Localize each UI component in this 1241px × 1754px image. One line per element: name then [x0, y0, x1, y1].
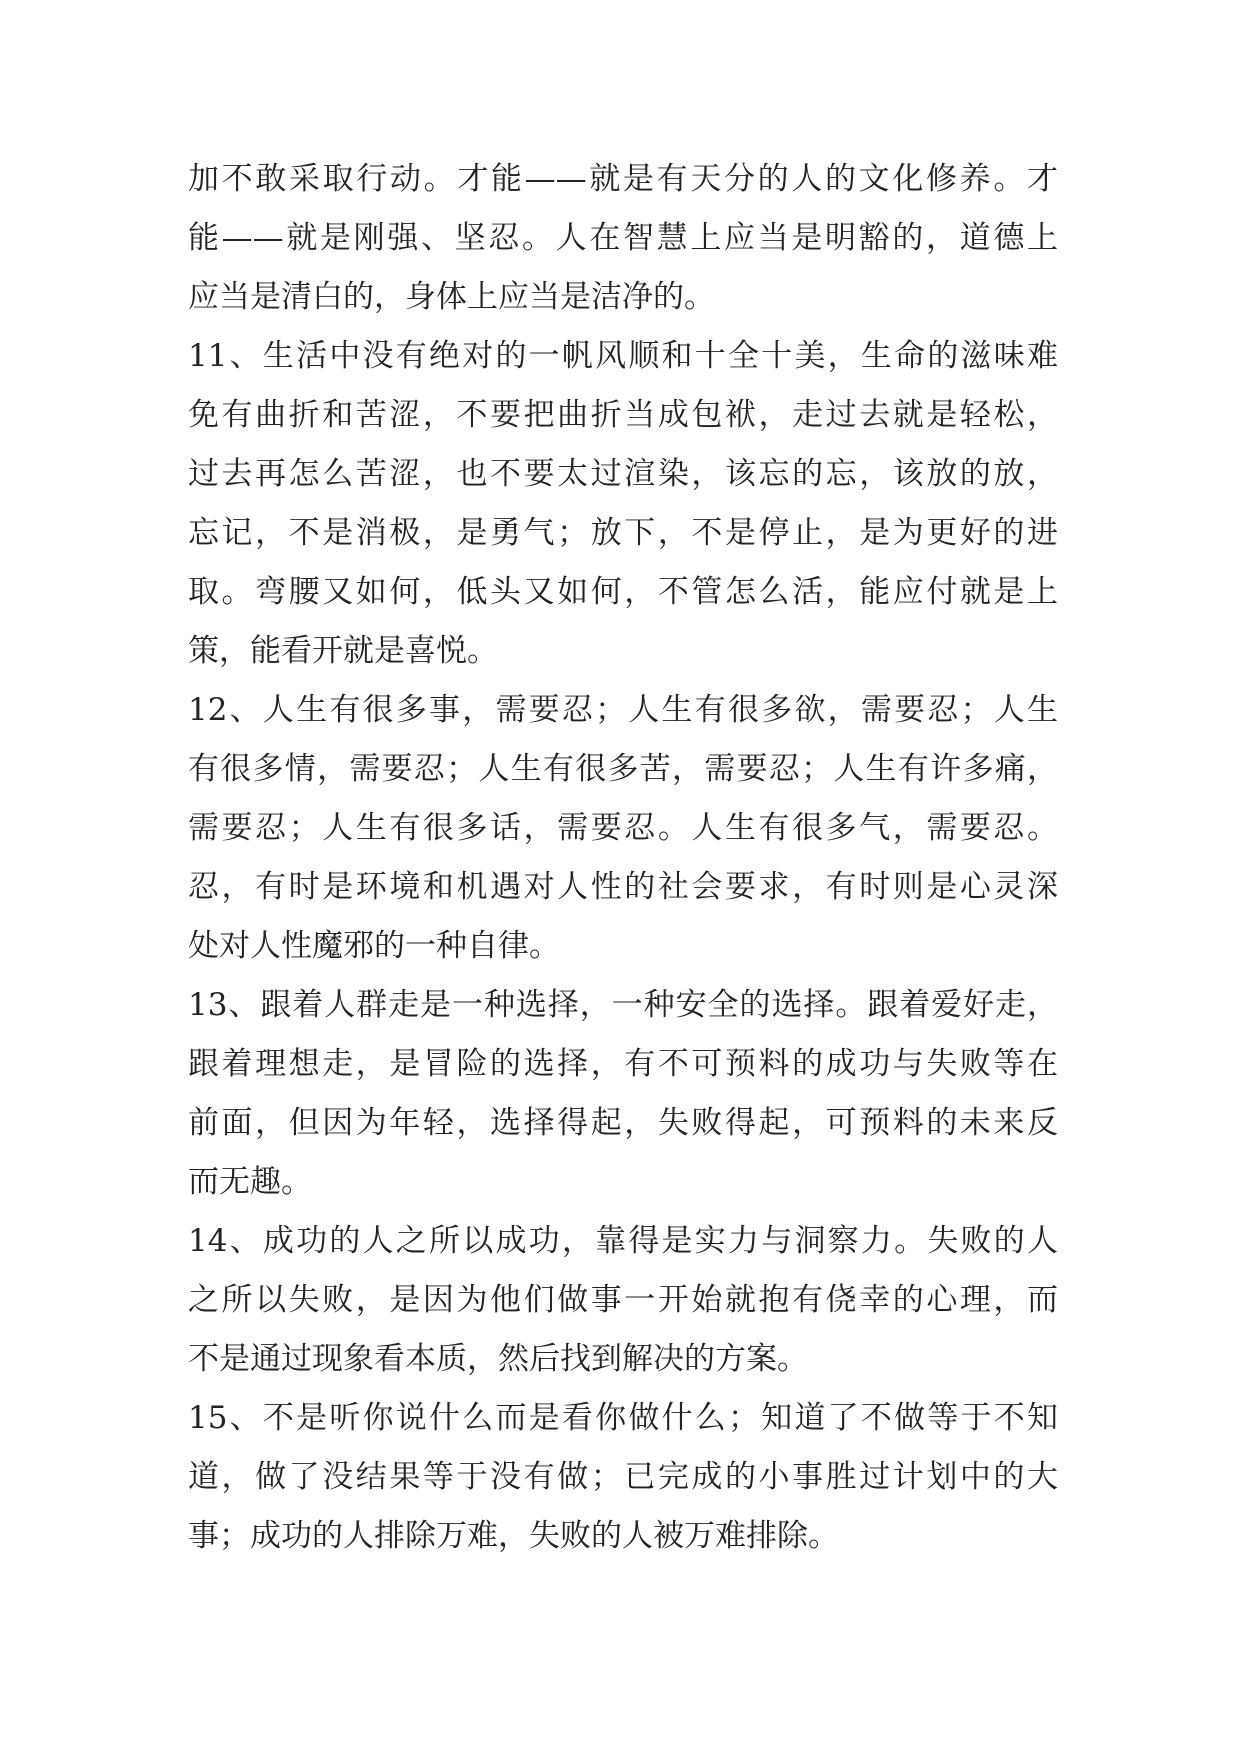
text-line: 过去再怎么苦涩，也不要太过渲染，该忘的忘，该放的放， — [188, 456, 1058, 492]
text-line: 事；成功的人排除万难，失败的人被万难排除。 — [188, 1518, 839, 1554]
text-line: 处对人性魔邪的一种自律。 — [188, 928, 560, 964]
text-line: 道，做了没结果等于没有做；已完成的小事胜过计划中的大 — [188, 1459, 1058, 1495]
paragraph-item-14 — [188, 1212, 1058, 1389]
text-line: 而无趣。 — [188, 1164, 312, 1200]
text-line: 有很多情，需要忍；人生有很多苦，需要忍；人生有许多痛， — [188, 751, 1058, 787]
text-line: 策，能看开就是喜悦。 — [188, 633, 498, 669]
paragraph-item-11 — [188, 327, 1058, 681]
text-line: 加不敢采取行动。才能——就是有天分的人的文化修养。才 — [188, 161, 1058, 197]
text-line: 之所以失败，是因为他们做事一开始就抱有侥幸的心理，而 — [188, 1282, 1058, 1318]
paragraph-item-13 — [188, 976, 1058, 1212]
text-line: 前面，但因为年轻，选择得起，失败得起，可预料的未来反 — [188, 1105, 1058, 1141]
text-line: 取。弯腰又如何，低头又如何，不管怎么活，能应付就是上 — [188, 574, 1058, 610]
paragraph-item-15 — [188, 1389, 1058, 1566]
text-line: 不是通过现象看本质，然后找到解决的方案。 — [188, 1341, 808, 1377]
text-line: 跟着理想走，是冒险的选择，有不可预料的成功与失败等在 — [188, 1046, 1058, 1082]
text-line: 11、生活中没有绝对的一帆风顺和十全十美，生命的滋味难 — [188, 338, 1058, 374]
text-line: 忍，有时是环境和机遇对人性的社会要求，有时则是心灵深 — [188, 869, 1058, 905]
text-line: 忘记，不是消极，是勇气；放下，不是停止，是为更好的进 — [188, 515, 1058, 551]
text-line: 应当是清白的，身体上应当是洁净的。 — [188, 279, 715, 315]
paragraph-item-12 — [188, 681, 1058, 976]
text-line: 15、不是听你说什么而是看你做什么；知道了不做等于不知 — [188, 1400, 1058, 1436]
document-body — [188, 150, 1058, 1566]
text-line: 13、跟着人群走是一种选择，一种安全的选择。跟着爱好走， — [188, 987, 1058, 1023]
text-line: 12、人生有很多事，需要忍；人生有很多欲，需要忍；人生 — [188, 692, 1058, 728]
text-line: 免有曲折和苦涩，不要把曲折当成包袱，走过去就是轻松， — [188, 397, 1058, 433]
text-line: 能——就是刚强、坚忍。人在智慧上应当是明豁的，道德上 — [188, 220, 1058, 256]
text-line: 14、成功的人之所以成功，靠得是实力与洞察力。失败的人 — [188, 1223, 1058, 1259]
text-line: 需要忍；人生有很多话，需要忍。人生有很多气，需要忍。 — [188, 810, 1058, 846]
paragraph-intro-continuation — [188, 150, 1058, 327]
